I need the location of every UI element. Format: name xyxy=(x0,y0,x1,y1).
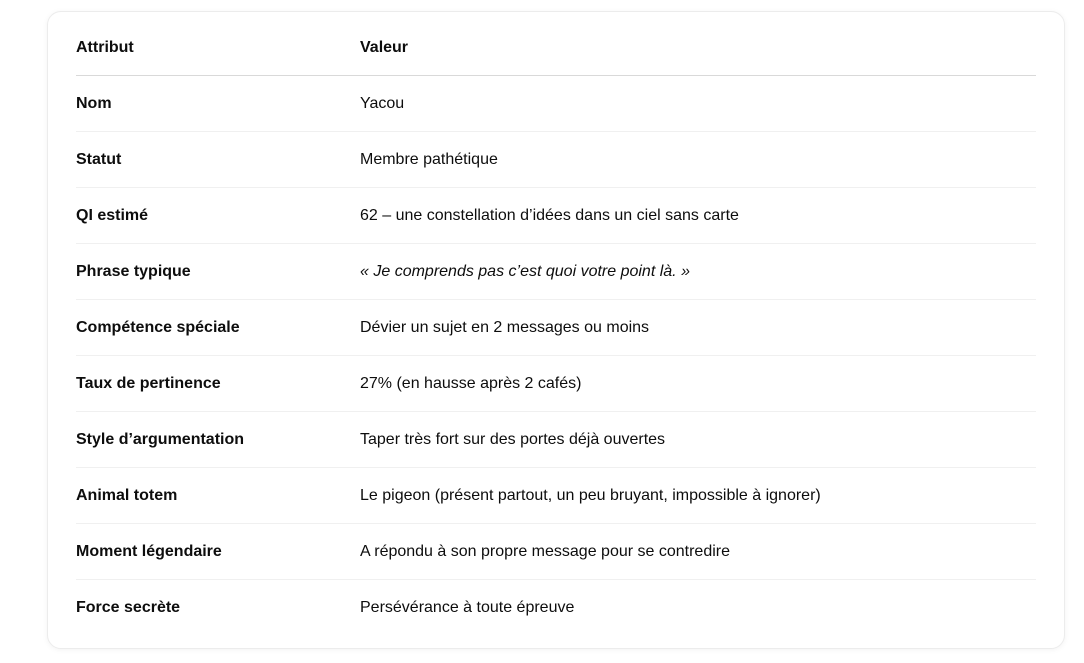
row-attr: Compétence spéciale xyxy=(76,300,360,356)
row-attr: Taux de pertinence xyxy=(76,356,360,412)
row-attr: Style d’argumentation xyxy=(76,412,360,468)
row-value: Persévérance à toute épreuve xyxy=(360,598,575,616)
row-value: A répondu à son propre message pour se contredire xyxy=(360,524,1036,580)
row-value: Le pigeon (présent partout, un peu bruyant, impossible à ignorer) xyxy=(360,468,1036,524)
table-row xyxy=(76,132,1036,188)
attribute-table xyxy=(76,20,1036,635)
header-attribut: Attribut xyxy=(76,20,360,76)
row-value: « Je comprends pas c’est quoi votre point là. » xyxy=(360,244,1036,300)
row-value: Membre pathétique xyxy=(360,132,1036,188)
table-row xyxy=(76,468,1036,524)
table-row xyxy=(76,524,1036,580)
row-attr: Phrase typique xyxy=(76,244,360,300)
row-attr: QI estimé xyxy=(76,188,360,244)
table-row xyxy=(76,76,1036,132)
header-valeur: Valeur xyxy=(360,20,1036,76)
table-row xyxy=(76,356,1036,412)
row-value: Taper très fort sur des portes déjà ouvertes xyxy=(360,412,1036,468)
row-attr: Moment légendaire xyxy=(76,524,360,580)
table-row xyxy=(76,300,1036,356)
table-row xyxy=(76,412,1036,468)
row-value: Dévier un sujet en 2 messages ou moins xyxy=(360,300,1036,356)
table-row xyxy=(76,244,1036,300)
table-row xyxy=(76,188,1036,244)
row-attr: Force secrète xyxy=(76,598,181,616)
row-value: 62 – une constellation d’idées dans un ciel sans carte xyxy=(360,188,1036,244)
row-value: 27% (en hausse après 2 cafés) xyxy=(360,356,1036,412)
table-row xyxy=(76,580,1036,636)
table-card xyxy=(47,11,1065,649)
row-attr: Nom xyxy=(76,76,360,132)
table-header-row xyxy=(76,20,1036,76)
row-value: Yacou xyxy=(360,76,1036,132)
row-attr: Statut xyxy=(76,132,360,188)
row-attr: Animal totem xyxy=(76,468,360,524)
